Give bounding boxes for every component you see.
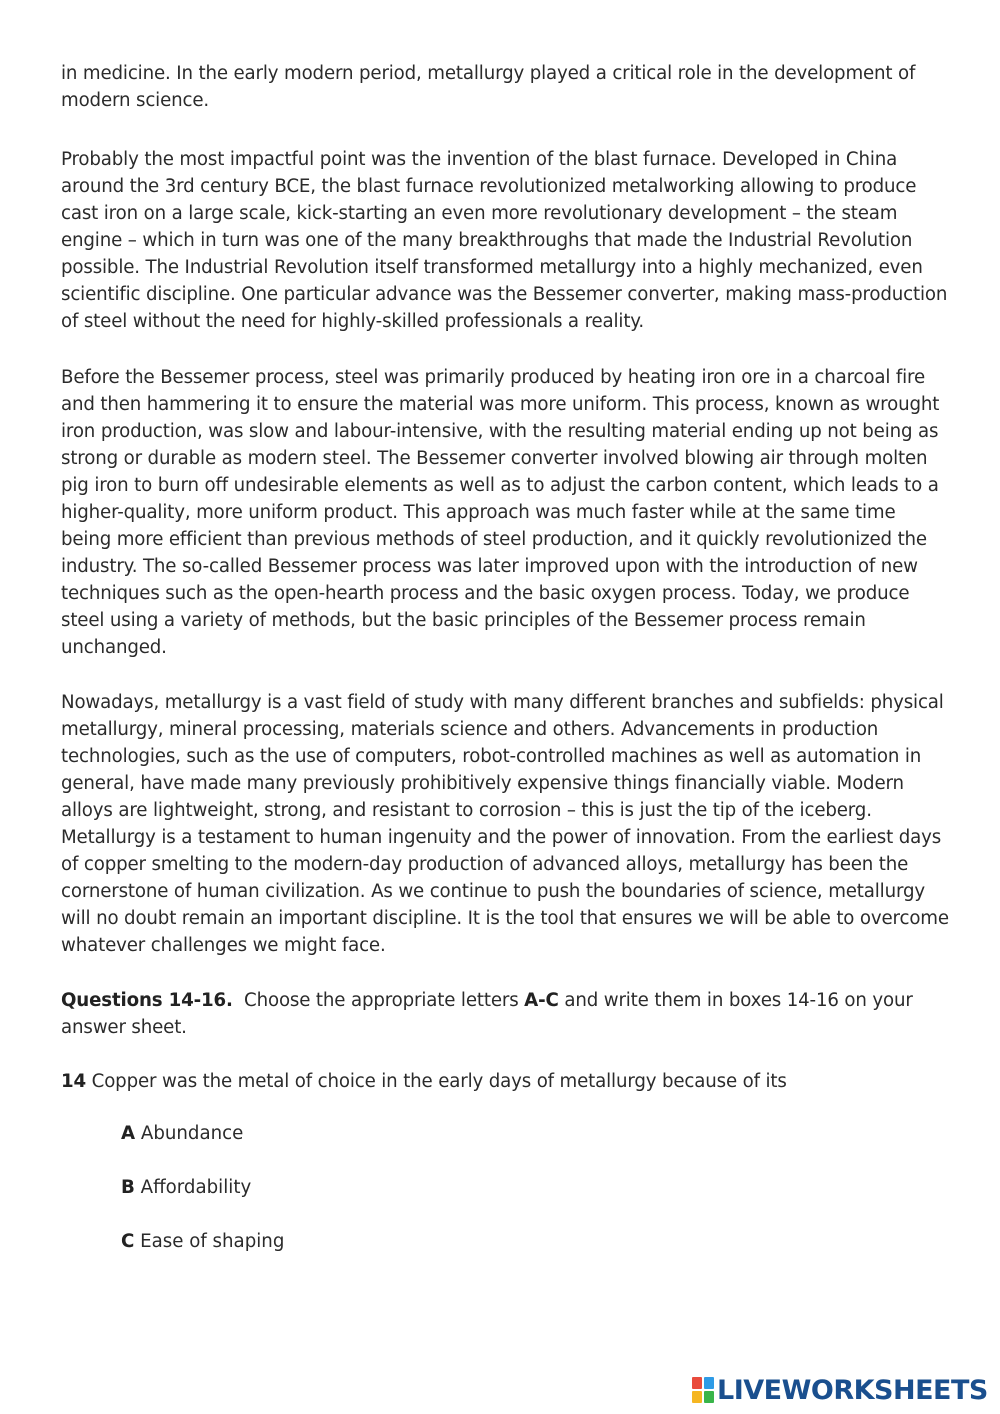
option-text: Ease of shaping: [140, 1231, 285, 1252]
logo-text: LIVEWORKSHEETS: [717, 1374, 988, 1406]
paragraph-3: Before the Bessemer process, steel was primarily produced by heating iron ore in a charcoal fire and then hammering it to ensure the material was more uniform. This process, known as wrought iron production, was slow and labour-intensive, with the resulting material ending up not being as strong or durable as modern steel. The Bessemer converter involved blowing air through molten pig iron to burn off undesirable elements as well as to adjust the carbon content, which leads to a higher-quality, more uniform product. This approach was much faster while at the same time being more efficient than previous methods of steel production, and it quickly revolutionized the industry. The so-called Bessemer process was later improved upon with the introduction of new techniques such as the open-hearth process and the basic oxygen process. Today, we produce steel using a variety of methods, but the basic principles of the Bessemer process remain unchanged.: [61, 367, 940, 658]
option-letter: B: [121, 1177, 135, 1198]
paragraph-1: in medicine. In the early modern period, metallurgy played a critical role in the development of modern science.: [61, 63, 916, 111]
instructions-letters: A-C: [524, 990, 559, 1011]
instructions-text-after: and write them in boxes 14-16 on your answer sheet.: [61, 990, 913, 1038]
question-text: Copper was the metal of choice in the early days of metallurgy because of its: [91, 1071, 787, 1092]
questions-instructions: [61, 987, 951, 1041]
option-text: Affordability: [140, 1177, 252, 1198]
paragraph-2: Probably the most impactful point was the invention of the blast furnace. Developed in China around the 3rd century BCE, the blast furnace revolutionized metalworking allowing to produce cast iron on a large scale, kick-starting an even more revolutionary development – the steam engine – which in turn was one of the many breakthroughs that made the Industrial Revolution possible. The Industrial Revolution itself transformed metallurgy into a highly mechanized, even scientific discipline. One particular advance was the Bessemer converter, making mass-production of steel without the need for highly-skilled professionals a reality.: [61, 149, 948, 332]
option-letter: A: [121, 1123, 136, 1144]
option-text: Abundance: [140, 1123, 244, 1144]
questions-label: Questions 14-16.: [61, 990, 233, 1011]
option-c: [121, 1228, 284, 1255]
question-14: [61, 1068, 787, 1095]
liveworksheets-logo: [692, 1373, 988, 1407]
logo-mark-icon: [692, 1377, 714, 1403]
option-b: [121, 1174, 251, 1201]
option-a: [121, 1120, 243, 1147]
instructions-text-before: Choose the appropriate letters: [244, 990, 519, 1011]
paragraph-4: Nowadays, metallurgy is a vast field of study with many different branches and subfields: physical metallurgy, mineral processing, materials science and others. Advancements in production technologies, such as the use of computers, robot-controlled machines as well as automation in general, have made many previously prohibitively expensive things financially viable. Modern alloys are lightweight, strong, and resistant to corrosion – this is just the tip of the iceberg. Metallurgy is a testament to human ingenuity and the power of innovation. From the earliest days of copper smelting to the modern-day production of advanced alloys, metallurgy has been the cornerstone of human civilization. As we continue to push the boundaries of science, metallurgy will no doubt remain an important discipline. It is the tool that ensures we will be able to overcome whatever challenges we might face.: [61, 692, 949, 956]
question-number: 14: [61, 1071, 87, 1092]
option-letter: C: [121, 1231, 135, 1252]
